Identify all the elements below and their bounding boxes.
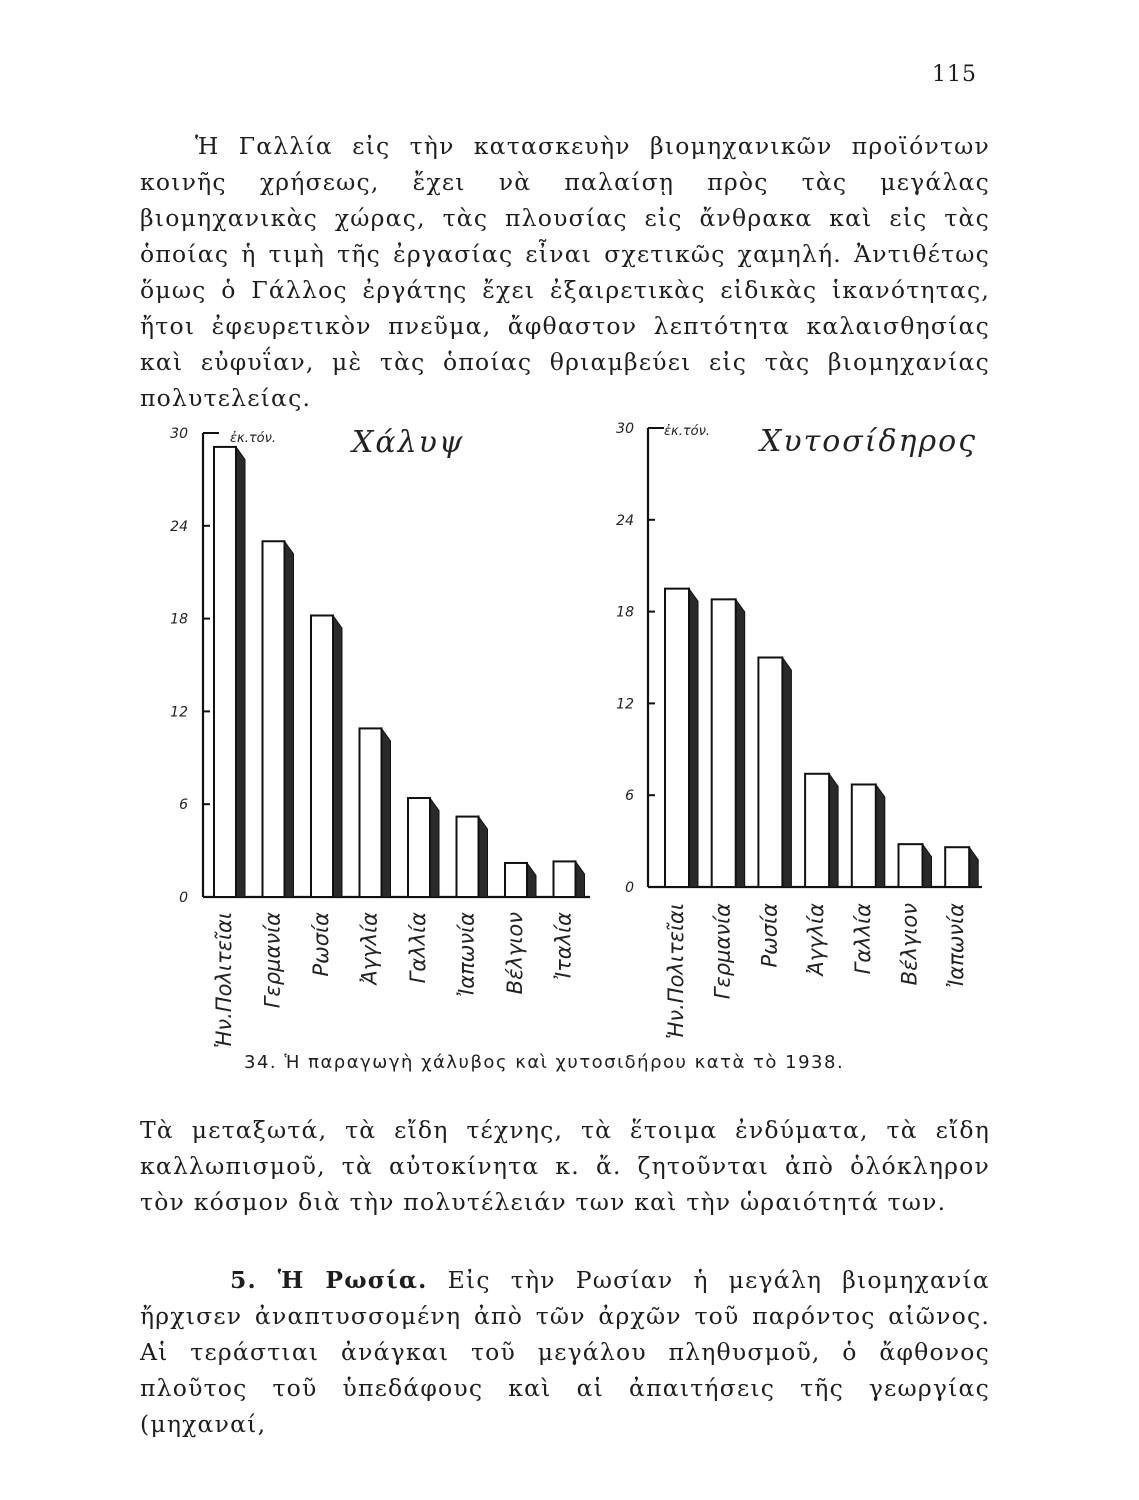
chart-0-category-label: Γερμανία — [260, 912, 285, 1009]
chart-1-bar-shadow — [829, 774, 838, 887]
intro-paragraph: Ἡ Γαλλία εἰς τὴν κατασκευὴν βιομηχανικῶν προϊόντων κοινῆς χρήσεως, ἔχει νὰ παλαίσῃ πρὸς τὰς μεγάλας βιομηχανικὰς χώρας, τὰς πλουσίας εἰς ἄνθρακα καὶ εἰς τὰς ὁποίας ἡ τιμὴ τῆς ἐργασίας εἶναι σχετικῶς χαμηλή. Ἀντιθέτως ὅμως ὁ Γάλλος ἐργάτης ἔχει ἐξαιρετικὰς εἰδικὰς ἱκανότητας, ἤτοι ἐφευρετικὸν πνεῦμα, ἄφθαστον λεπτότητα καλαισθησίας καὶ εὐφυΐαν, μὲ τὰς ὁποίας θριαμβεύει εἰς τὰς βιομηχανίας πολυτελείας. — [140, 132, 990, 412]
chart-1-bar — [665, 589, 689, 887]
chart-1-bar — [852, 784, 876, 887]
chart-0-bar — [360, 728, 382, 897]
chart-1-category-label: Ρωσία — [757, 903, 782, 968]
chart-0-category-label: Βέλγιον — [503, 912, 527, 995]
chart-0-category-label: Γαλλία — [406, 912, 430, 984]
chart-1-title: Χυτοσίδηρος — [760, 424, 978, 459]
chart-0-bar-shadow — [382, 728, 391, 897]
chart-1-category-label: Ἀγγλία — [804, 903, 829, 976]
chart-0-tick-label: 0 — [179, 890, 188, 906]
chart-1-bar — [945, 847, 969, 887]
chart-0-bar-shadow — [527, 863, 536, 897]
figure-caption: 34. Ἡ παραγωγὴ χάλυβος καὶ χυτοσιδήρου κατὰ τὸ 1938. — [244, 1052, 845, 1073]
chart-0-bar — [214, 447, 236, 897]
russia-paragraph — [140, 1262, 990, 1442]
chart-0-bar-shadow — [430, 798, 439, 897]
chart-0-tick-label: 12 — [170, 704, 188, 721]
chart-1-tick-label: 12 — [616, 696, 634, 713]
chart-0-category-label: Ἰταλία — [551, 912, 576, 980]
chart-1-tick-label: 24 — [616, 512, 634, 529]
chart-0-bar — [263, 541, 285, 897]
chart-1-unit-label: ἐκ.τόν. — [664, 424, 710, 439]
chart-0-category-label: Ρωσία — [309, 912, 333, 977]
chart-0-tick-label: 18 — [170, 611, 188, 628]
chart-0-bar-shadow — [236, 447, 245, 897]
chart-1-category-label: Ἡν.Πολιτεῖαι — [664, 903, 688, 1040]
chart-1-bar — [758, 658, 782, 888]
section-heading: 5. Ἡ Ρωσία. — [230, 1266, 428, 1294]
russia-paragraph-text: Εἰς τὴν Ρωσίαν ἡ μεγάλη βιομηχανία ἤρχισεν ἀναπτυσσομένη ἀπὸ τῶν ἀρχῶν τοῦ παρόντος αἰῶνος. Αἱ τεράστιαι ἀνάγκαι τοῦ μεγάλου πληθυσμοῦ, ὁ ἄφθονος πλοῦτος τοῦ ὑπεδάφους καὶ αἱ ἀπαιτήσεις τῆς γεωργίας (μηχαναί, — [140, 1266, 990, 1438]
chart-0-category-label: Ἡν.Πολιτεῖαι — [212, 912, 236, 1049]
chart-1-category-label: Ἰαπωνία — [944, 902, 969, 988]
chart-1-bar-shadow — [969, 847, 978, 887]
chart-0-bar — [311, 616, 333, 897]
chart-0-bar-shadow — [576, 861, 585, 897]
chart-0-bar — [457, 817, 479, 897]
chart-0-bar-shadow — [285, 541, 294, 897]
luxury-goods-paragraph: Τὰ μεταξωτά, τὰ εἴδη τέχνης, τὰ ἕτοιμα ἐνδύματα, τὰ εἴδη καλλωπισμοῦ, τὰ αὐτοκίνητα κ. ἄ. ζητοῦνται ἀπὸ ὁλόκληρον τὸν κόσμον διὰ τὴν πολυτέλειάν των καὶ τὴν ὡραιότητά των. — [140, 1116, 990, 1216]
chart-0-bar-shadow — [333, 616, 342, 897]
chart-1-bar — [805, 774, 829, 887]
chart-0-bar — [554, 861, 576, 897]
chart-1-tick-label: 6 — [625, 788, 634, 805]
chart-0-tick-label: 6 — [179, 797, 188, 814]
chart-1-bar — [899, 844, 923, 887]
chart-0-tick-label: 24 — [170, 518, 188, 535]
chart-1-bar-shadow — [876, 784, 885, 887]
chart-0-unit-label: ἐκ.τόν. — [230, 431, 276, 446]
chart-1-tick-label: 18 — [616, 604, 634, 621]
chart-1-bar-shadow — [689, 589, 698, 887]
chart-0-bar — [505, 863, 527, 897]
page-number: 115 — [932, 62, 977, 87]
chart-0-tick-label: 30 — [170, 426, 188, 442]
chart-1-tick-label: 30 — [616, 421, 634, 437]
chart-0-bar — [408, 798, 430, 897]
chart-1-bar-shadow — [782, 658, 791, 888]
chart-1-tick-label: 0 — [625, 880, 634, 896]
chart-0-category-label: Ἀγγλία — [357, 912, 382, 985]
chart-1-bar-shadow — [923, 844, 932, 887]
chart-1-category-label: Βέλγιον — [897, 903, 922, 986]
chart-1-bar — [712, 599, 736, 887]
chart-1-category-label: Γερμανία — [710, 903, 735, 1000]
chart-1-category-label: Γαλλία — [850, 903, 875, 975]
chart-1-bar-shadow — [736, 599, 745, 887]
chart-0-category-label: Ἰαπωνία — [454, 912, 479, 997]
chart-0-bar-shadow — [479, 817, 488, 897]
chart-0-title: Χάλυψ — [352, 425, 465, 460]
